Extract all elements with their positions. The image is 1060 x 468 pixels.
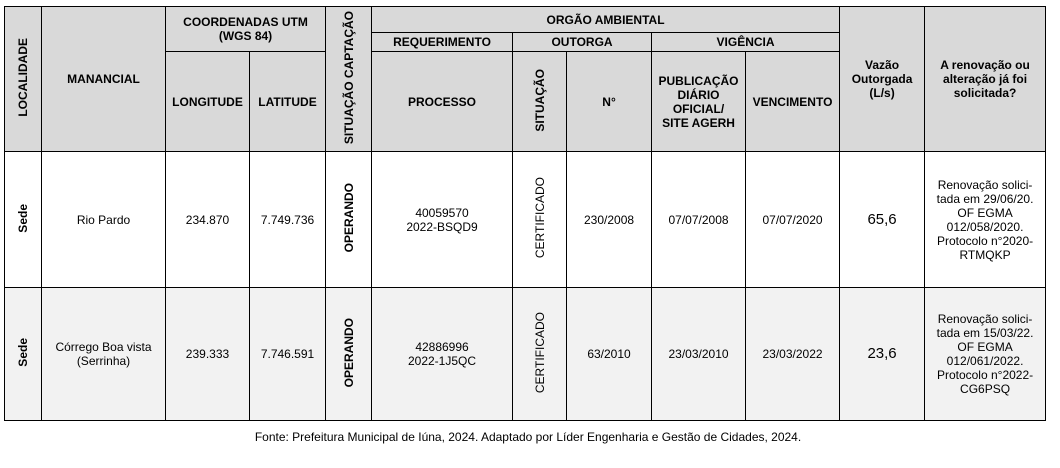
cell-manancial: Córrego Boa vista (Serrinha) <box>42 288 166 421</box>
header-latitude: LATITUDE <box>250 52 326 152</box>
table-row <box>5 152 1046 288</box>
cell-localidade: Sede <box>5 152 42 288</box>
header-row-1 <box>5 7 1046 33</box>
cell-renovacao: Renovação solici- tada em 15/03/22. OF EGMA 012/061/2022. Protocolo n°2022- CG6PSQ <box>925 288 1046 421</box>
cell-numero: 63/2010 <box>567 288 652 421</box>
cell-situacao: CERTIFICADO <box>513 152 567 288</box>
cell-processo: 42886996 2022-1J5QC <box>372 288 513 421</box>
header-localidade: LOCALIDADE <box>5 7 42 152</box>
cell-latitude: 7.749.736 <box>250 152 326 288</box>
source-caption: Fonte: Prefeitura Municipal de Iúna, 2024. Adaptado por Líder Engenharia e Gestão de Cidades, 2024. <box>254 430 802 444</box>
cell-renovacao: Renovação solici- tada em 29/06/20. OF EGMA 012/058/2020. Protocolo n°2020- RTMQKP <box>925 152 1046 288</box>
cell-vencimento: 07/07/2020 <box>746 152 840 288</box>
cell-manancial: Rio Pardo <box>42 152 166 288</box>
header-publicacao: PUBLICAÇÃO DIÁRIO OFICIAL/ SITE AGERH <box>652 52 746 152</box>
header-manancial: MANANCIAL <box>42 7 166 152</box>
header-renovacao: A renovação ou alteração já foi solicitada? <box>925 7 1046 152</box>
header-vazao: Vazão Outorgada (L/s) <box>840 7 925 152</box>
header-processo: PROCESSO <box>372 52 513 152</box>
header-numero: N° <box>567 52 652 152</box>
header-longitude: LONGITUDE <box>166 52 250 152</box>
header-orgao-ambiental: ORGÃO AMBIENTAL <box>372 7 840 33</box>
table-row <box>5 288 1046 421</box>
cell-situacao: CERTIFICADO <box>513 288 567 421</box>
cell-publicacao: 23/03/2010 <box>652 288 746 421</box>
cell-situacao-captacao: OPERANDO <box>326 288 372 421</box>
cell-numero: 230/2008 <box>567 152 652 288</box>
header-coordenadas: COORDENADAS UTM (WGS 84) <box>166 7 326 52</box>
header-outorga: OUTORGA <box>513 33 652 52</box>
header-requerimento: REQUERIMENTO <box>372 33 513 52</box>
cell-situacao-captacao: OPERANDO <box>326 152 372 288</box>
cell-publicacao: 07/07/2008 <box>652 152 746 288</box>
outorga-table <box>4 6 1046 421</box>
cell-longitude: 234.870 <box>166 152 250 288</box>
cell-latitude: 7.746.591 <box>250 288 326 421</box>
cell-processo: 40059570 2022-BSQD9 <box>372 152 513 288</box>
header-situacao-captacao: SITUAÇÃO CAPTAÇÃO <box>326 7 372 152</box>
cell-vazao: 65,6 <box>840 152 925 288</box>
header-situacao: SITUAÇÃO <box>513 52 567 152</box>
cell-vazao: 23,6 <box>840 288 925 421</box>
cell-vencimento: 23/03/2022 <box>746 288 840 421</box>
cell-localidade: Sede <box>5 288 42 421</box>
header-vigencia: VIGÊNCIA <box>652 33 840 52</box>
cell-longitude: 239.333 <box>166 288 250 421</box>
header-vencimento: VENCIMENTO <box>746 52 840 152</box>
